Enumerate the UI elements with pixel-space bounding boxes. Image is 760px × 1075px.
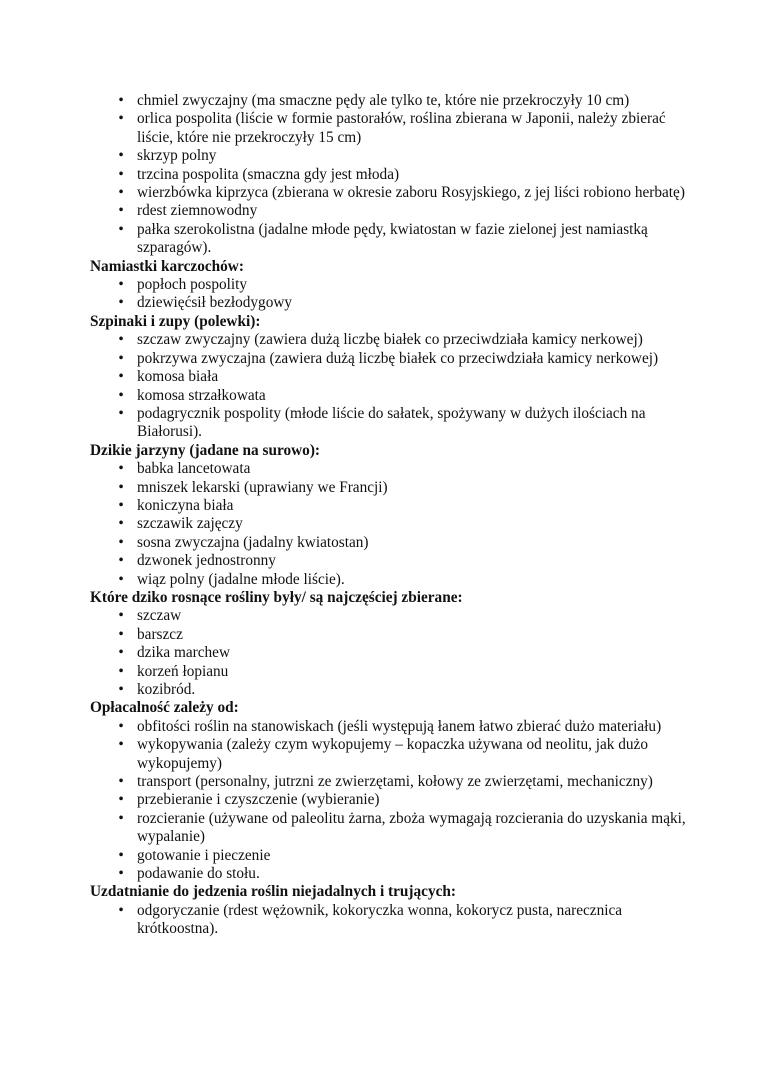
list-item-text: orlica pospolita (liście w formie pastorałów, roślina zbierana w Japonii, należy zbierać liście, które nie przekroczyły 15 cm)	[137, 110, 666, 146]
list-item-text: rozcieranie (używane od paleolitu żarna, zboża wymagają rozcierania do uzyskania mąki, wypalanie)	[137, 809, 686, 846]
list-item	[118, 865, 690, 883]
bullet-icon: •	[118, 865, 124, 883]
list-item	[118, 515, 690, 533]
bullet-icon: •	[118, 681, 124, 698]
list-item	[118, 570, 690, 589]
list-item-text: koniczyna biała	[137, 496, 234, 514]
bullet-icon: •	[118, 92, 124, 109]
list-item	[118, 717, 690, 736]
bullet-icon: •	[118, 791, 124, 809]
bullet-icon: •	[118, 147, 124, 165]
list-item-text: obfitości roślin na stanowiskach (jeśli występują łanem łatwo zbierać dużo materiału)	[137, 717, 662, 735]
bullet-icon: •	[118, 386, 124, 404]
section-heading: Uzdatnianie do jedzenia roślin niejadalnych i trujących:	[90, 883, 456, 901]
bullet-icon: •	[118, 607, 124, 625]
list-item	[118, 147, 690, 165]
bullet-icon: •	[118, 165, 124, 183]
document-section	[90, 699, 690, 883]
bullet-icon: •	[118, 644, 124, 662]
list-item-text: rdest ziemnowodny	[137, 202, 258, 220]
bullet-icon: •	[118, 773, 124, 791]
bullet-list	[90, 92, 690, 258]
bullet-icon: •	[118, 662, 124, 680]
list-item	[118, 662, 690, 681]
list-item	[118, 607, 690, 625]
list-item	[118, 184, 690, 202]
section-heading: Opłacalność zależy od:	[90, 699, 239, 717]
bullet-icon: •	[118, 404, 124, 422]
list-item	[118, 736, 690, 773]
list-item	[118, 552, 690, 570]
list-item-text: babka lancetowata	[137, 460, 251, 478]
list-item	[118, 460, 690, 478]
bullet-icon: •	[118, 276, 124, 294]
bullet-icon: •	[118, 496, 124, 514]
bullet-icon: •	[118, 736, 124, 754]
list-item-text: szczawik zajęczy	[137, 515, 243, 533]
list-item-text: komosa strzałkowata	[137, 386, 266, 404]
list-item-text: chmiel zwyczajny (ma smaczne pędy ale tylko te, które nie przekroczyły 10 cm)	[137, 92, 630, 109]
list-item-text: podawanie do stołu.	[137, 865, 260, 883]
bullet-icon: •	[118, 368, 124, 386]
bullet-icon: •	[118, 331, 124, 349]
list-item-text: przebieranie i czyszczenie (wybieranie)	[137, 791, 380, 809]
list-item	[118, 809, 690, 847]
bullet-list	[90, 718, 690, 884]
list-item	[118, 110, 690, 147]
document-page	[90, 92, 690, 939]
bullet-icon: •	[118, 349, 124, 367]
list-item	[118, 791, 690, 809]
list-item-text: szczaw	[137, 607, 182, 625]
list-item	[118, 331, 690, 349]
bullet-icon: •	[118, 184, 124, 202]
bullet-icon: •	[118, 570, 124, 588]
list-item-text: wierzbówka kiprzyca (zbierana w okresie zaboru Rosyjskiego, z jej liści robiono herbatę)	[137, 184, 685, 202]
list-item	[118, 773, 690, 791]
list-item-text: transport (personalny, jutrzni ze zwierzętami, kołowy ze zwierzętami, mechaniczny)	[137, 773, 653, 791]
list-item	[118, 294, 690, 312]
list-item-text: sosna zwyczajna (jadalny kwiatostan)	[137, 533, 369, 551]
bullet-icon: •	[118, 478, 124, 496]
list-item-text: pałka szerokolistna (jadalne młode pędy, kwiatostan w fazie zielonej jest namiastką szparagów).	[137, 220, 648, 257]
document-section	[90, 92, 690, 258]
list-item	[118, 681, 690, 699]
list-item	[118, 220, 690, 258]
section-heading: Szpinaki i zupy (polewki):	[90, 312, 261, 330]
bullet-icon: •	[118, 294, 124, 312]
bullet-icon: •	[118, 460, 124, 478]
section-heading: Dzikie jarzyny (jadane na surowo):	[90, 441, 321, 459]
bullet-icon: •	[118, 625, 124, 643]
list-item	[118, 496, 690, 515]
document-section	[90, 258, 690, 313]
document-section	[90, 883, 690, 938]
bullet-icon: •	[118, 202, 124, 220]
document-section	[90, 442, 690, 589]
list-item	[118, 165, 690, 184]
list-item	[118, 386, 690, 405]
list-item	[118, 901, 690, 939]
list-item-text: popłoch pospolity	[137, 276, 248, 294]
list-item	[118, 92, 690, 110]
bullet-list	[90, 276, 690, 313]
bullet-list	[90, 607, 690, 699]
list-item	[118, 368, 690, 386]
list-item-text: dzwonek jednostronny	[137, 552, 276, 570]
document-section	[90, 313, 690, 442]
bullet-icon: •	[118, 110, 124, 128]
list-item-text: dziewięćsił bezłodygowy	[137, 294, 293, 312]
list-item-text: gotowanie i pieczenie	[137, 846, 271, 864]
list-item-text: odgoryczanie (rdest wężownik, kokoryczka wonna, kokorycz pusta, narecznica krótkoostna).	[137, 901, 623, 938]
section-heading: Które dziko rosnące rośliny były/ są najczęściej zbierane:	[90, 588, 463, 606]
list-item-text: skrzyp polny	[137, 147, 217, 165]
list-item-text: mniszek lekarski (uprawiany we Francji)	[137, 478, 388, 496]
bullet-icon: •	[118, 846, 124, 864]
list-item-text: szczaw zwyczajny (zawiera dużą liczbę białek co przeciwdziała kamicy nerkowej)	[137, 331, 643, 349]
bullet-icon: •	[118, 552, 124, 570]
list-item-text: trzcina pospolita (smaczna gdy jest młoda)	[137, 165, 400, 183]
list-item	[118, 625, 690, 644]
list-item-text: kozibród.	[137, 681, 196, 698]
list-item-text: wiąz polny (jadalne młode liście).	[137, 570, 345, 588]
list-item-text: pokrzywa zwyczajna (zawiera dużą liczbę białek co przeciwdziała kamicy nerkowej)	[137, 349, 659, 367]
section-heading: Namiastki karczochów:	[90, 257, 244, 275]
bullet-icon: •	[118, 901, 124, 919]
list-item-text: podagrycznik pospolity (młode liście do sałatek, spożywany w dużych ilościach na Białorusi).	[137, 404, 646, 441]
document-section	[90, 589, 690, 699]
list-item-text: komosa biała	[137, 368, 219, 386]
bullet-icon: •	[118, 515, 124, 533]
list-item	[118, 846, 690, 865]
list-item-text: dzika marchew	[137, 644, 231, 662]
list-item	[118, 533, 690, 552]
bullet-icon: •	[118, 533, 124, 551]
list-item	[118, 276, 690, 294]
list-item-text: barszcz	[137, 625, 183, 643]
list-item	[118, 478, 690, 497]
list-item-text: wykopywania (zależy czym wykopujemy – kopaczka używana od neolitu, jak dużo wykopujemy)	[137, 736, 648, 772]
list-item	[118, 404, 690, 442]
bullet-icon: •	[118, 220, 124, 238]
bullet-list	[90, 460, 690, 589]
bullet-list	[90, 902, 690, 939]
list-item	[118, 349, 690, 368]
list-item	[118, 202, 690, 220]
list-item	[118, 644, 690, 662]
bullet-icon: •	[118, 809, 124, 827]
bullet-list	[90, 331, 690, 441]
bullet-icon: •	[118, 717, 124, 735]
list-item-text: korzeń łopianu	[137, 662, 229, 680]
